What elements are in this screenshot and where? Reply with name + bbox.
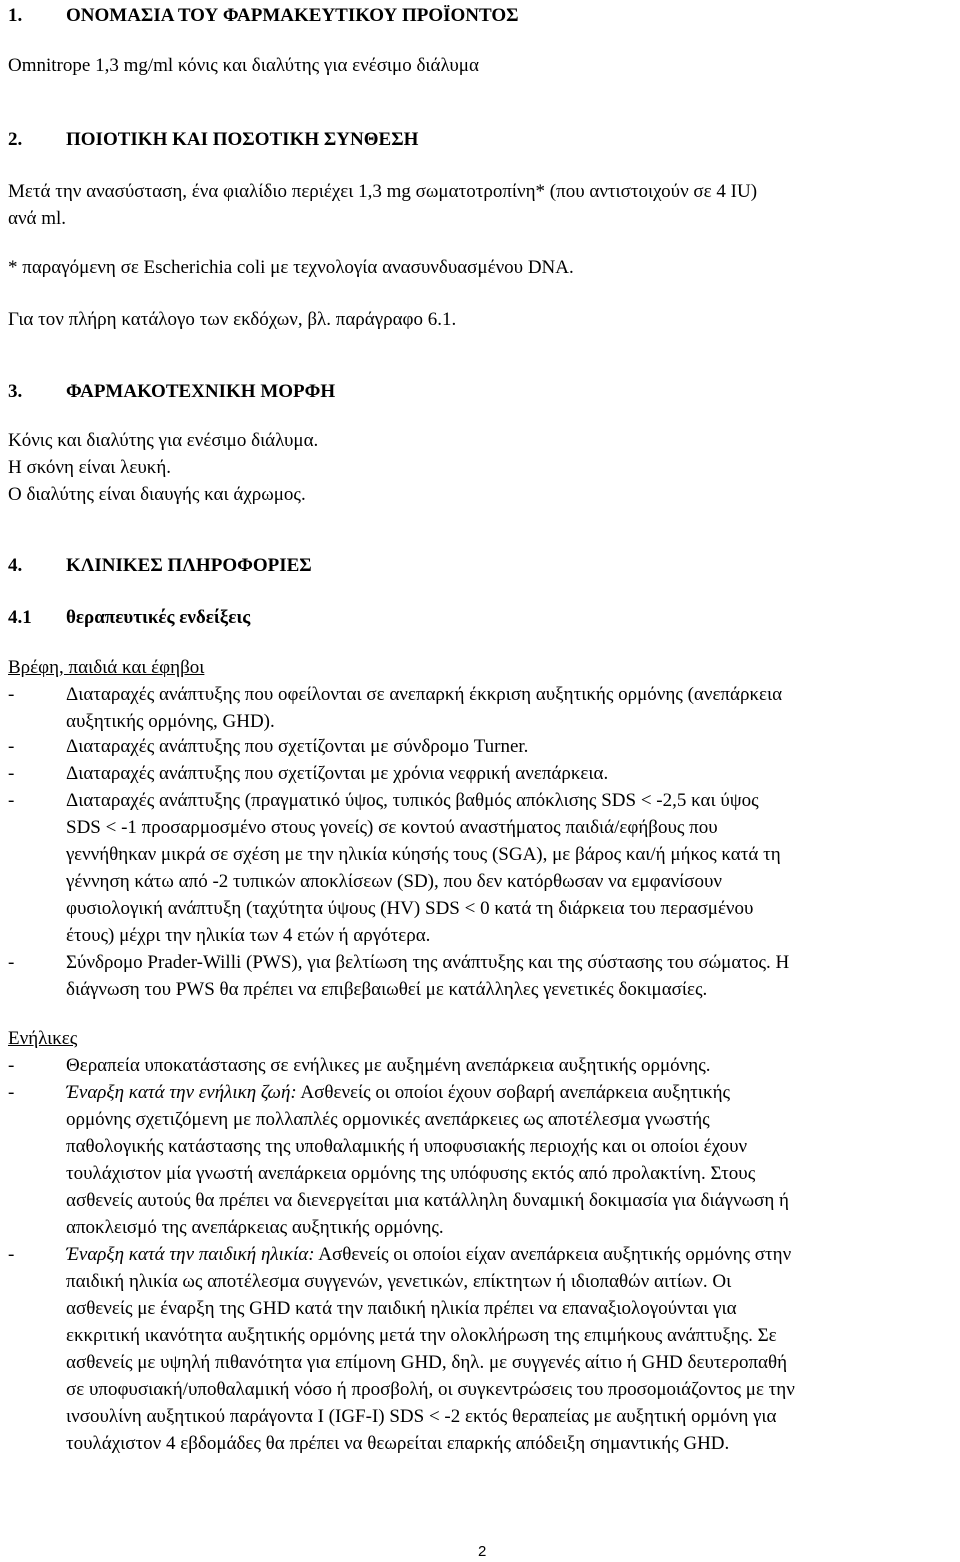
list-item-line: Έναρξη κατά την ενήλικη ζωή: Ασθενείς οι οποίοι έχουν σοβαρή ανεπάρκεια αυξητικής xyxy=(66,1082,731,1103)
section-3-heading: 3. ΦΑΡΜΑΚΟΤΕΧΝΙΚΗ ΜΟΡΦΗ xyxy=(8,381,336,402)
list-item-line: Διαταραχές ανάπτυξης (πραγματικό ύψος, τυπικός βαθμός απόκλισης SDS < -2,5 και ύψος xyxy=(66,790,759,811)
subsection-4-1-heading: 4.1 θεραπευτικές ενδείξεις xyxy=(8,607,251,628)
list-dash: - xyxy=(8,763,15,784)
list-item-line: Σύνδρομο Prader-Willi (PWS), για βελτίωση της ανάπτυξης και της σύστασης του σώματος. Η xyxy=(66,952,790,973)
list-item-line: Διαταραχές ανάπτυξης που σχετίζονται με χρόνια νεφρική ανεπάρκεια. xyxy=(66,763,609,784)
section-2-heading: 2. ΠΟΙΟΤΙΚΗ ΚΑΙ ΠΟΣΟΤΙΚΗ ΣΥΝΘΕΣΗ xyxy=(8,129,419,150)
list-item-line: σε υποφυσιακή/υποθαλαμική νόσο ή προσβολή, οι συγκεντρώσεις του προσομοιάζοντος με την xyxy=(66,1379,795,1400)
list-item-line: παθολογικής κατάστασης της υποθαλαμικής ή υποφυσιακής περιοχής και οι οποίοι έχουν xyxy=(66,1136,748,1157)
list-item-line: διάγνωση του PWS θα πρέπει να επιβεβαιωθεί με κατάλληλες γενετικές δοκιμασίες. xyxy=(66,979,708,1000)
list-item-line: Διαταραχές ανάπτυξης που σχετίζονται με σύνδρομο Turner. xyxy=(66,736,529,757)
adults-heading: Ενήλικες xyxy=(8,1028,78,1049)
list-item-line: Διαταραχές ανάπτυξης που οφείλονται σε ανεπαρκή έκκριση αυξητικής ορμόνης (ανεπάρκεια xyxy=(66,684,783,705)
list-item-line: παιδική ηλικία ως αποτέλεσμα συγγενών, γενετικών, επίκτητων ή ιδιοπαθών αιτίων. Οι xyxy=(66,1271,732,1292)
list-item-line: αποκλεισμό της ανεπάρκειας αυξητικής ορμόνης. xyxy=(66,1217,444,1238)
list-item-line: έτους) μέχρι την ηλικία των 4 ετών ή αργότερα. xyxy=(66,925,431,946)
form-line: Κόνις και διαλύτης για ενέσιμο διάλυμα. xyxy=(8,430,319,451)
list-dash: - xyxy=(8,1055,15,1076)
composition-line: ανά ml. xyxy=(8,208,67,229)
list-item-line: γεννήθηκαν μικρά σε σχέση με την ηλικία κύησής τους (SGA), με βάρος και/ή μήκος κατά τη xyxy=(66,844,781,865)
list-item-line: ασθενείς αυτούς θα πρέπει να διενεργείται μια κατάλληλη δυναμική δοκιμασία για διάγνωση ή xyxy=(66,1190,789,1211)
page-number: 2 xyxy=(478,1543,487,1560)
list-dash: - xyxy=(8,684,15,705)
list-item-line: τουλάχιστον 4 εβδομάδες θα πρέπει να θεωρείται επαρκής απόδειξη σημαντικής GHD. xyxy=(66,1433,730,1454)
excipients-reference: Για τον πλήρη κατάλογο των εκδόχων, βλ. παράγραφο 6.1. xyxy=(8,309,457,330)
list-dash: - xyxy=(8,952,15,973)
list-item-line: τουλάχιστον μία γνωστή ανεπάρκεια ορμόνης της υπόφυσης εκτός από προλακτίνη. Στους xyxy=(66,1163,756,1184)
list-dash: - xyxy=(8,790,15,811)
product-name: Omnitrope 1,3 mg/ml κόνις και διαλύτης για ενέσιμο διάλυμα xyxy=(8,55,479,76)
list-item-line: γέννηση κάτω από -2 τυπικών αποκλίσεων (SD), που δεν κατόρθωσαν να εμφανίσουν xyxy=(66,871,722,892)
list-item-line: SDS < -1 προσαρμοσμένο στους γονείς) σε κοντού αναστήματος παιδιά/εφήβους που xyxy=(66,817,718,838)
list-item-line: ασθενείς με έναρξη της GHD κατά την παιδική ηλικία πρέπει να επαναξιολογούνται για xyxy=(66,1298,737,1319)
list-item-line: ορμόνης σχετιζόμενη με πολλαπλές ορμονικές ανεπάρκειες ως αποτέλεσμα γνωστής xyxy=(66,1109,710,1130)
list-dash: - xyxy=(8,1082,15,1103)
list-item-line: αυξητικής ορμόνης, GHD). xyxy=(66,711,275,732)
section-1-heading: 1. ΟΝΟΜΑΣΙΑ ΤΟΥ ΦΑΡΜΑΚΕΥΤΙΚΟΥ ΠΡΟΪΟΝΤΟΣ xyxy=(8,5,519,26)
list-dash: - xyxy=(8,736,15,757)
list-item-line: εκκριτική ικανότητα αυξητικής ορμόνης μετά την ολοκλήρωση της επιμήκους ανάπτυξης. Σε xyxy=(66,1325,777,1346)
list-item-line: φυσιολογική ανάπτυξη (ταχύτητα ύψους (HV) SDS < 0 κατά τη διάρκεια του περασμένου xyxy=(66,898,754,919)
list-item-line: ασθενείς με υψηλή πιθανότητα για επίμονη GHD, δηλ. με συγγενές αίτιο ή GHD δευτεροπαθή xyxy=(66,1352,788,1373)
footnote: * παραγόμενη σε Escherichia coli με τεχνολογία ανασυνδυασμένου DNA. xyxy=(8,257,574,278)
list-item-line: ινσουλίνη αυξητικού παράγοντα I (IGF-I) SDS < -2 εκτός θεραπείας με αυξητική ορμόνη για xyxy=(66,1406,777,1427)
list-item-line: Έναρξη κατά την παιδική ηλικία: Ασθενείς οι οποίοι είχαν ανεπάρκεια αυξητικής ορμόνης στην xyxy=(66,1244,792,1265)
composition-line: Μετά την ανασύσταση, ένα φιαλίδιο περιέχει 1,3 mg σωματοτροπίνη* (που αντιστοιχούν σε 4 IU) xyxy=(8,181,758,202)
form-line: Ο διαλύτης είναι διαυγής και άχρωμος. xyxy=(8,484,306,505)
children-heading: Βρέφη, παιδιά και έφηβοι xyxy=(8,657,205,678)
form-line: Η σκόνη είναι λευκή. xyxy=(8,457,172,478)
section-4-heading: 4. ΚΛΙΝΙΚΕΣ ΠΛΗΡΟΦΟΡΙΕΣ xyxy=(8,555,312,576)
list-dash: - xyxy=(8,1244,15,1265)
list-item-line: Θεραπεία υποκατάστασης σε ενήλικες με αυξημένη ανεπάρκεια αυξητικής ορμόνης. xyxy=(66,1055,711,1076)
